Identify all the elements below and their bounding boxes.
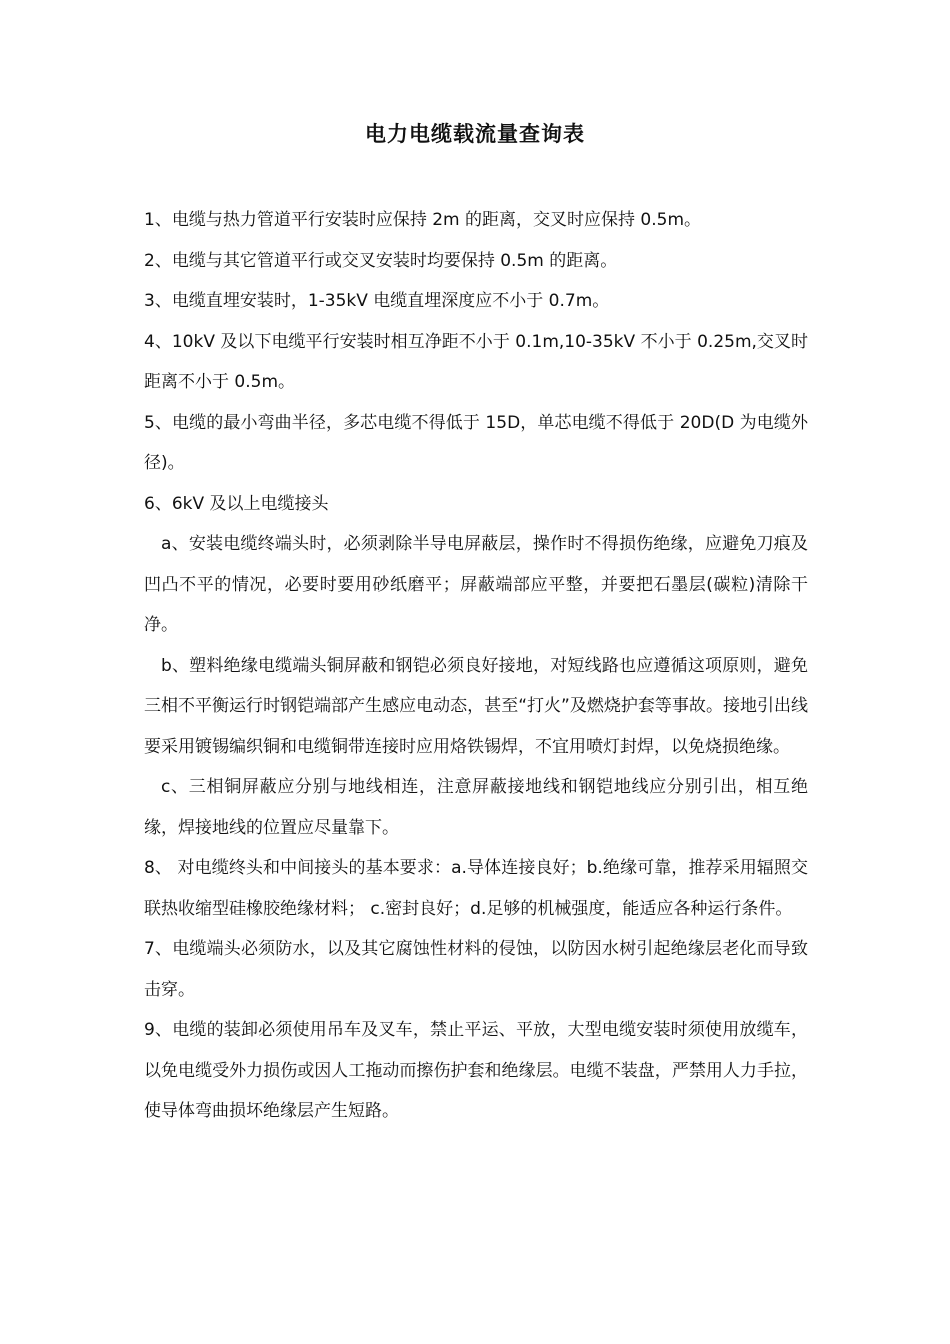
paragraph-3: 3、电缆直埋安装时，1-35kV 电缆直埋深度应不小于 0.7m。 <box>144 291 610 311</box>
paragraph-1: 1、电缆与热力管道平行安装时应保持 2m 的距离，交叉时应保持 0.5m。 <box>144 210 701 230</box>
paragraph-7: 7、电缆端头必须防水，以及其它腐蚀性材料的侵蚀，以防因水树引起绝缘层老化而导致击穿。 <box>144 939 808 1000</box>
document-body <box>144 200 808 1132</box>
paragraph-4: 4、10kV 及以下电缆平行安装时相互净距不小于 0.1m,10-35kV 不小于 0.25m,交叉时距离不小于 0.5m。 <box>144 331 808 392</box>
paragraph-5: 5、电缆的最小弯曲半径，多芯电缆不得低于 15D，单芯电缆不得低于 20D(D 为电缆外径)。 <box>144 412 808 473</box>
paragraph-6: 6、6kV 及以上电缆接头 <box>144 493 329 514</box>
paragraph-2: 2、电缆与其它管道平行或交叉安装时均要保持 0.5m 的距离。 <box>144 250 618 271</box>
paragraph-6a: a、安装电缆终端头时，必须剥除半导电屏蔽层，操作时不得损伤绝缘，应避免刀痕及凹凸不平的情况，必要时要用砂纸磨平；屏蔽端部应平整，并要把石墨层(碳粒)清除干净。 <box>144 534 808 635</box>
paragraph-8: 8、 对电缆终头和中间接头的基本要求：a.导体连接良好；b.绝缘可靠，推荐采用辐照交联热收缩型硅橡胶绝缘材料； c.密封良好；d.足够的机械强度，能适应各种运行条件。 <box>144 858 808 919</box>
paragraph-9: 9、电缆的装卸必须使用吊车及叉车，禁止平运、平放，大型电缆安装时须使用放缆车，以免电缆受外力损伤或因人工拖动而擦伤护套和绝缘层。电缆不装盘，严禁用人力手拉，使导体弯曲损坏绝缘层产生短路。 <box>144 1020 808 1121</box>
document-title: 电力电缆载流量查询表 <box>365 122 585 146</box>
paragraph-6c: c、三相铜屏蔽应分别与地线相连，注意屏蔽接地线和钢铠地线应分别引出，相互绝缘，焊接地线的位置应尽量靠下。 <box>144 777 808 838</box>
paragraph-6b: b、塑料绝缘电缆端头铜屏蔽和钢铠必须良好接地，对短线路也应遵循这项原则，避免三相不平衡运行时钢铠端部产生感应电动态，甚至“打火”及燃烧护套等事故。接地引出线要采用镀锡编织铜和电缆铜带连接时应用烙铁锡焊，不宜用喷灯封焊，以免烧损绝缘。 <box>144 655 808 757</box>
